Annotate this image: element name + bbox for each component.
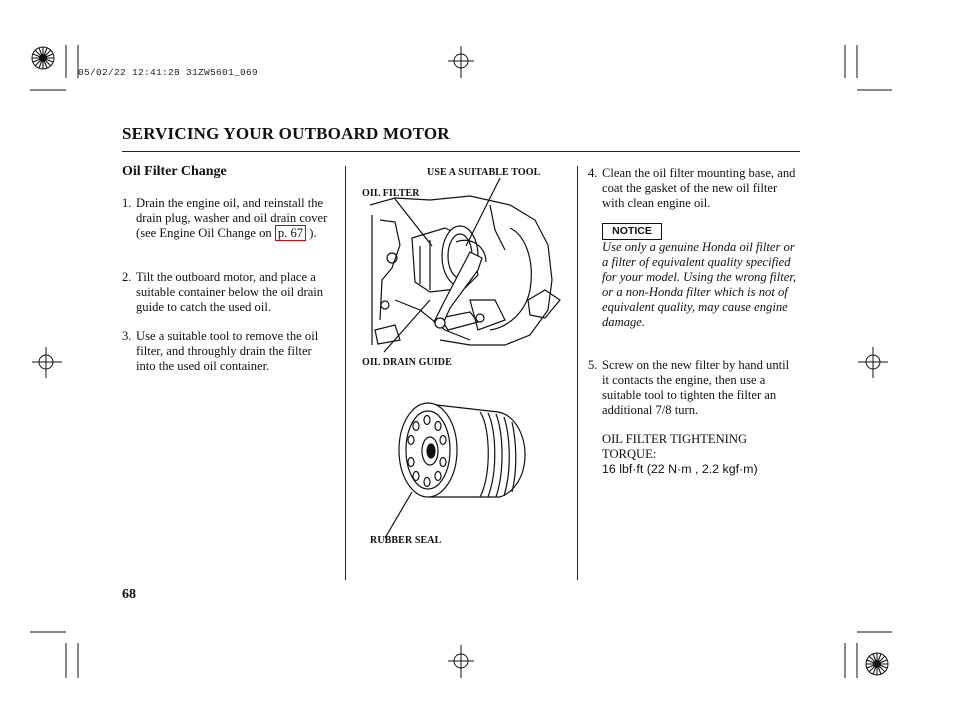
step-number: 2. (122, 270, 132, 284)
torque-value: 16 lbf·ft (22 N·m , 2.2 kgf·m) (602, 462, 758, 476)
step-number: 3. (122, 329, 132, 343)
step-text: Drain the engine oil, and reinstall the drain plug, washer and oil drain cover (see Engine Oil Change on (136, 196, 328, 240)
page-number: 68 (122, 587, 136, 602)
leader-rubber-seal (385, 492, 412, 538)
label-oil-drain-guide: OIL DRAIN GUIDE (362, 357, 452, 368)
rubber-seal-drawing (385, 403, 525, 538)
step-number: 1. (122, 196, 132, 210)
step-number: 5. (588, 358, 598, 372)
step-text: Clean the oil filter mounting base, and coat the gasket of the new oil filter with clean engine oil. (602, 166, 796, 210)
step-number: 4. (588, 166, 598, 180)
torque-label: OIL FILTER TIGHTENING TORQUE: (602, 432, 748, 461)
step-4 (588, 166, 798, 211)
subheading: Oil Filter Change (122, 164, 227, 179)
step-text: Use a suitable tool to remove the oil filter, and throughly drain the filter into the used oil container. (136, 329, 319, 373)
leader-tool (466, 178, 500, 246)
label-use-suitable-tool: USE A SUITABLE TOOL (427, 167, 541, 178)
label-oil-filter: OIL FILTER (362, 188, 420, 199)
page-link[interactable]: p. 67 (275, 225, 306, 241)
step-text: Screw on the new filter by hand until it contacts the engine, then use a suitable tool to tighten the filter an additional 7/8 turn. (602, 358, 790, 417)
step-5 (588, 358, 798, 418)
label-rubber-seal: RUBBER SEAL (370, 535, 442, 546)
notice-badge: NOTICE (602, 223, 662, 240)
step-text: Tilt the outboard motor, and place a suitable container below the oil drain guide to catch the used oil. (136, 270, 324, 314)
step-text-end: ). (306, 226, 317, 240)
notice-text: Use only a genuine Honda oil filter or a filter of equivalent quality specified for your model. Using the wrong filter, or a non-Honda filter which is not of equivalent quality, may cause engine damage. (602, 240, 797, 329)
print-stamp: 05/02/22 12:41:28 31ZW5601_069 (78, 67, 259, 78)
section-title: SERVICING YOUR OUTBOARD MOTOR (122, 124, 450, 143)
